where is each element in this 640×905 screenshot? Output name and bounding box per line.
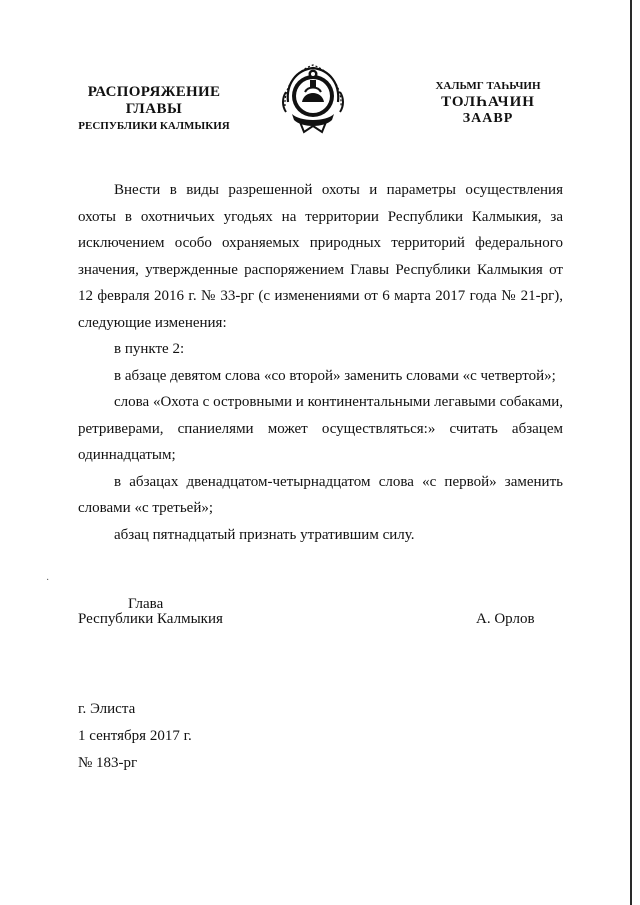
scan-speck: ·	[46, 575, 50, 586]
scan-edge-line	[630, 0, 632, 905]
body-item-2: слова «Охота с островными и континентальными легавыми собаками, ретриверами, спаниелями может осуществляться:» считать абзацем одиннадцатым;	[78, 394, 563, 463]
header-right-block	[408, 80, 568, 128]
body-item-3: в абзацах двенадцатом-четырнадцатом слова «с первой» заменить словами «с третьей»;	[78, 473, 563, 516]
signature-name: А. Орлов	[476, 611, 535, 627]
body-point-line: в пункте 2:	[114, 341, 185, 357]
header-right-line1: ХАЛЬМГ ТАҺЬЧИН	[435, 80, 541, 92]
document-body	[78, 177, 563, 548]
header-right-line3: ЗААВР	[462, 111, 514, 127]
header-left-line2: ГЛАВЫ	[125, 101, 183, 118]
meta-number: № 183-рг	[78, 755, 138, 771]
document-meta	[78, 696, 192, 777]
meta-date: 1 сентября 2017 г.	[78, 728, 192, 744]
body-item-1: в абзаце девятом слова «со второй» заменить словами «с четвертой»;	[114, 367, 556, 384]
header-left-line3: РЕСПУБЛИКИ КАЛМЫКИЯ	[78, 119, 230, 132]
header-left-line1: РАСПОРЯЖЕНИЕ	[87, 84, 221, 100]
body-intro-paragraph: Внести в виды разрешенной охоты и параметры осуществления охоты в охотничьих угодьях на территории Республики Калмыкия, за исключением особо охраняемых природных территорий федерального значения, утвержденные распоряжением Главы Республики Калмыкия от 12 февраля 2016 г. № 33-рг (с изменениями от 6 марта 2017 года № 21-рг), следующие изменения:	[78, 182, 563, 331]
header-left-block	[70, 84, 238, 132]
body-item-4: абзац пятнадцатый признать утратившим силу.	[114, 526, 415, 543]
signature-org: Республики Калмыкия	[78, 611, 223, 627]
header-right-line2: ТОЛҺАЧИН	[441, 94, 535, 111]
meta-city: г. Элиста	[78, 701, 136, 717]
signature-title: Глава	[128, 596, 164, 612]
coat-of-arms-icon	[280, 62, 346, 136]
